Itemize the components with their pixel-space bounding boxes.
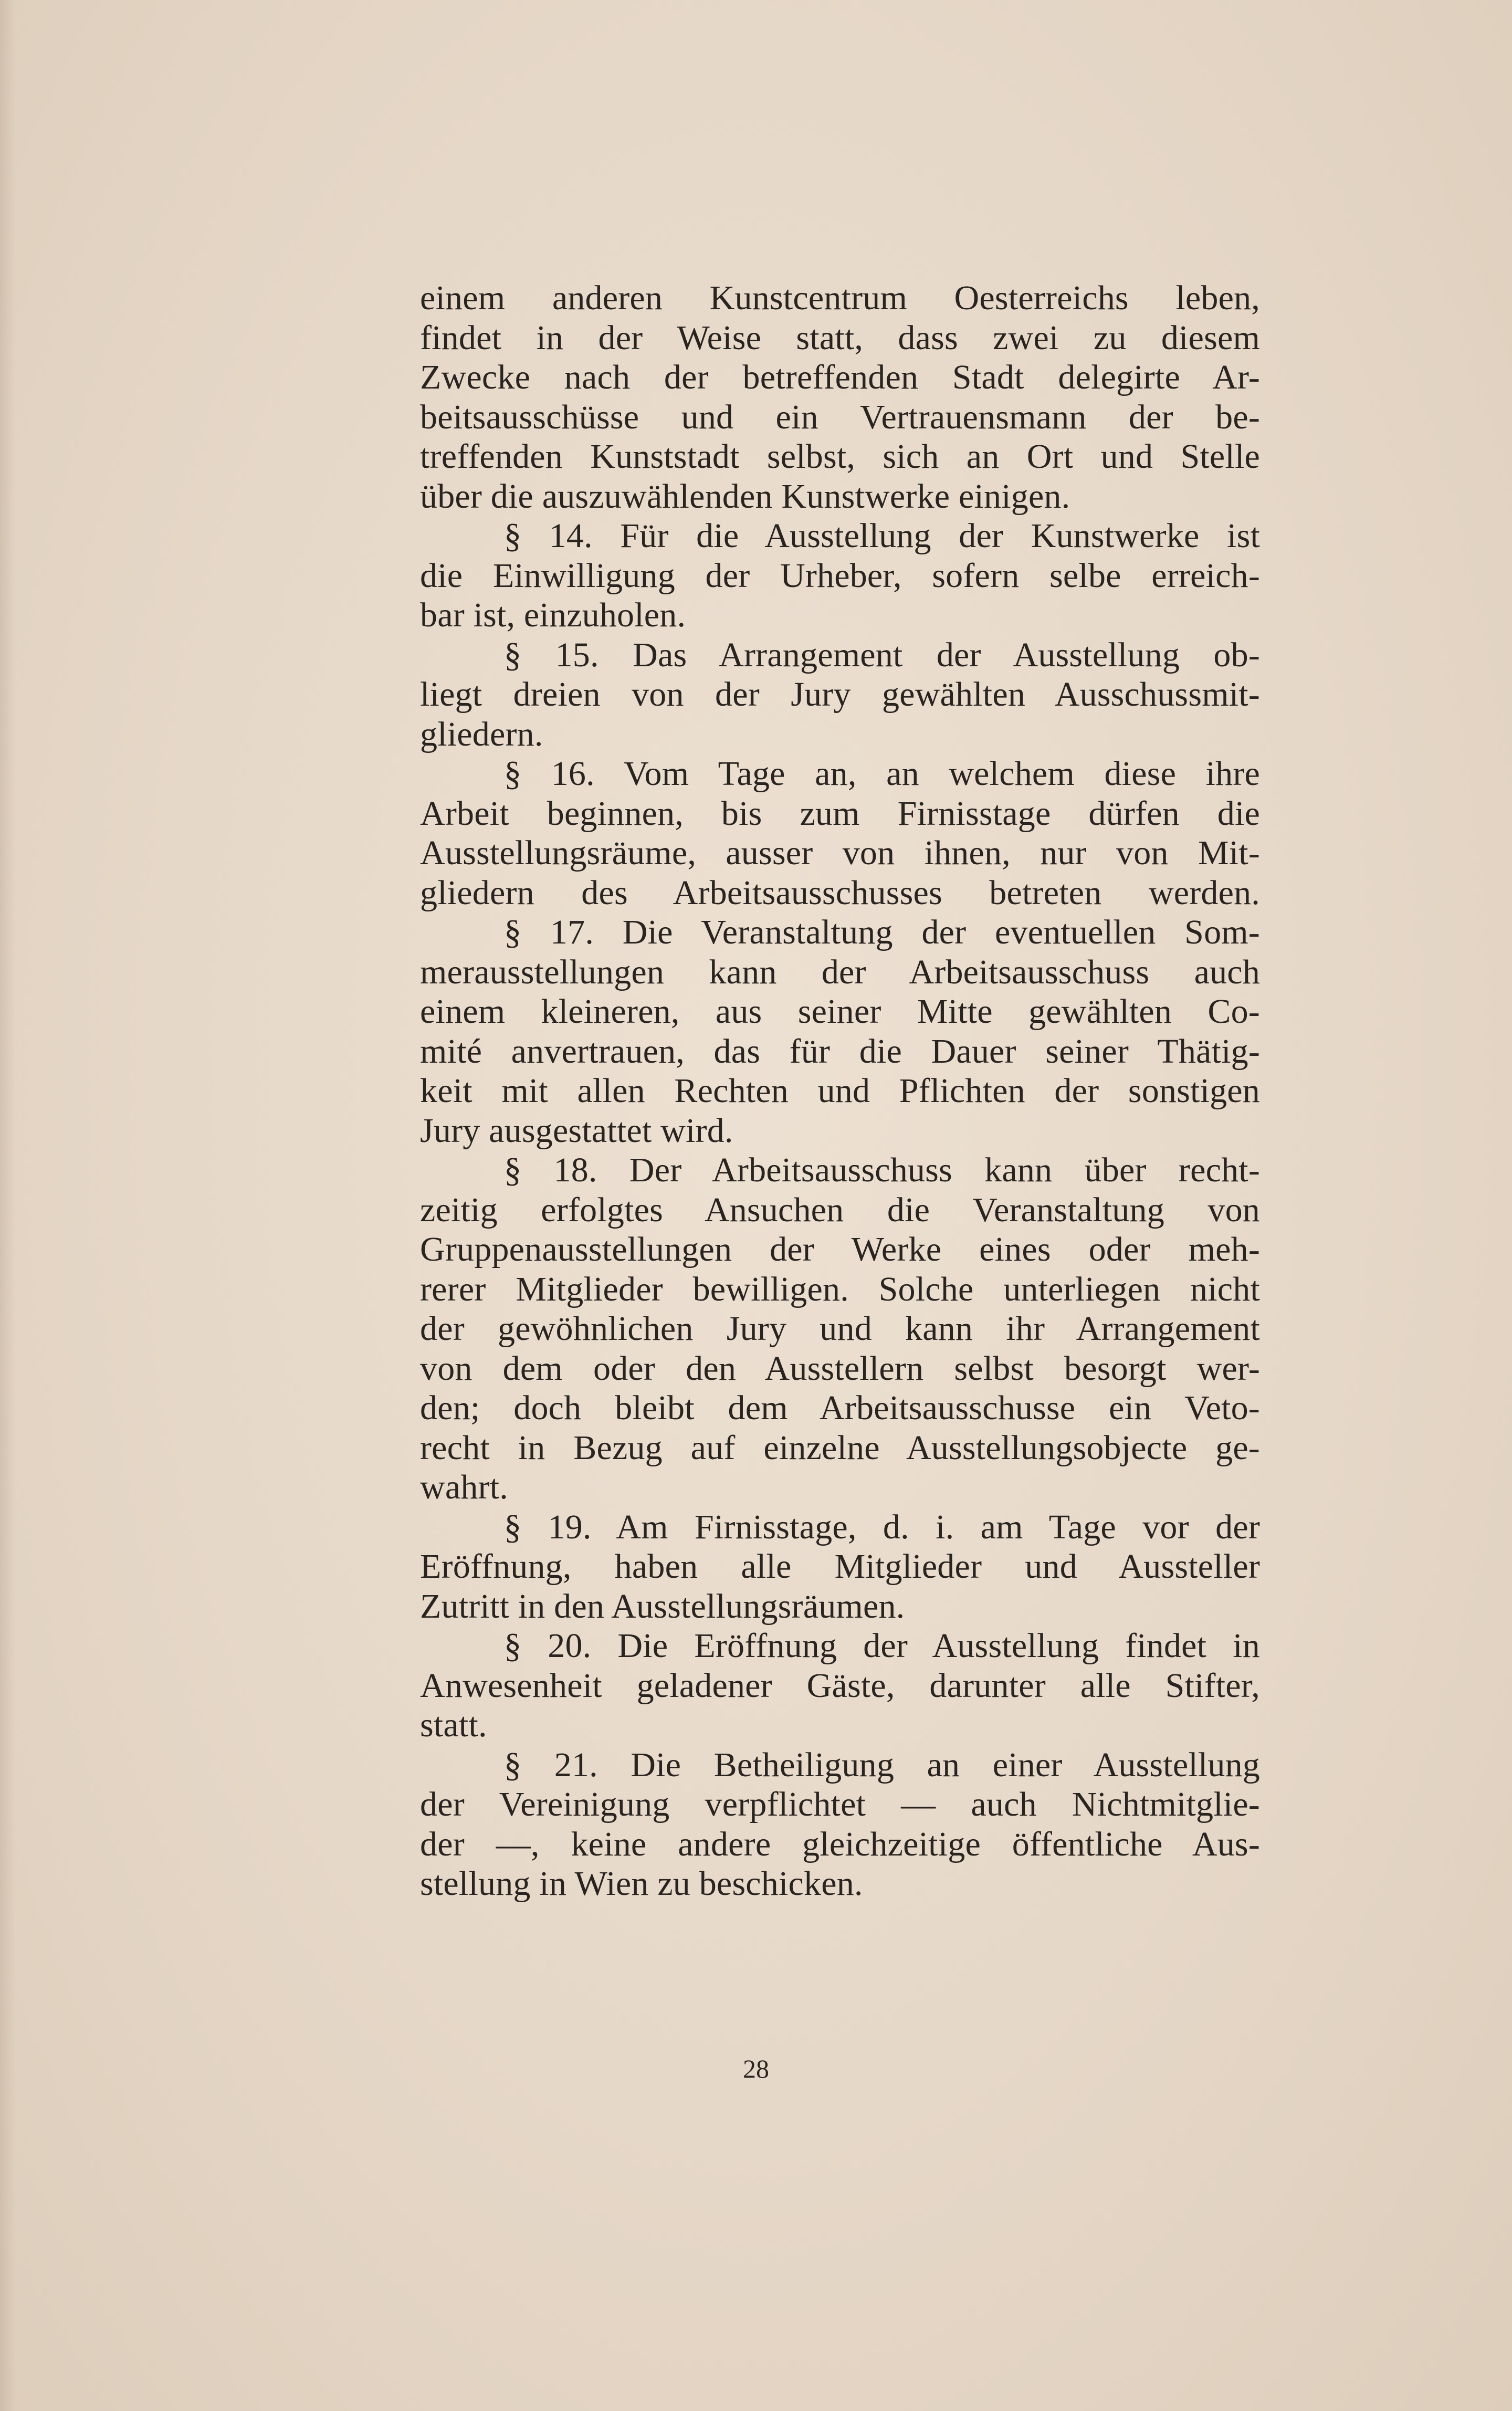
text-line: der gewöhnlichen Jury und kann ihr Arrangement	[420, 1309, 1260, 1348]
text-line: beitsausschüsse und ein Vertrauensmann der be-	[420, 397, 1260, 436]
paragraph-section-18	[420, 1150, 1260, 1507]
text-line: recht in Bezug auf einzelne Ausstellungsobjecte ge-	[420, 1428, 1260, 1467]
paragraph-section-15	[420, 635, 1260, 754]
text-line: die Einwilligung der Urheber, sofern selbe erreich-	[420, 556, 1260, 595]
text-line: § 21. Die Betheiligung an einer Ausstellung	[504, 1745, 1260, 1784]
text-line: Jury ausgestattet wird.	[420, 1111, 733, 1150]
text-line: einem anderen Kunstcentrum Oesterreichs leben,	[420, 279, 1260, 317]
text-line: treffenden Kunststadt selbst, sich an Ort und Stelle	[420, 437, 1260, 476]
text-line: mité anvertrauen, das für die Dauer seiner Thätig-	[420, 1032, 1260, 1071]
text-line: stellung in Wien zu beschicken.	[420, 1864, 863, 1903]
text-line: § 16. Vom Tage an, an welchem diese ihre	[504, 754, 1260, 793]
paragraph-section-14	[420, 516, 1260, 635]
text-line: zeitig erfolgtes Ansuchen die Veranstaltung von	[420, 1190, 1260, 1229]
text-line: von dem oder den Ausstellern selbst besorgt wer-	[420, 1349, 1260, 1388]
text-line: merausstellungen kann der Arbeitsausschuss auch	[420, 952, 1260, 991]
paragraph-section-19	[420, 1507, 1260, 1627]
text-line: rerer Mitglieder bewilligen. Solche unterliegen nicht	[420, 1270, 1260, 1308]
text-line: § 18. Der Arbeitsausschuss kann über recht-	[504, 1151, 1260, 1189]
text-line: Zwecke nach der betreffenden Stadt delegirte Ar-	[420, 358, 1260, 396]
text-line: liegt dreien von der Jury gewählten Ausschussmit-	[420, 675, 1260, 714]
paragraph-continuation	[420, 278, 1260, 516]
text-line: Eröffnung, haben alle Mitglieder und Aussteller	[420, 1547, 1260, 1586]
text-line: keit mit allen Rechten und Pflichten der sonstigen	[420, 1072, 1260, 1110]
text-line: der Vereinigung verpflichtet — auch Nichtmitglie-	[420, 1785, 1260, 1823]
paragraph-section-17	[420, 913, 1260, 1150]
text-line: gliedern.	[420, 715, 543, 753]
text-line: § 19. Am Firnisstage, d. i. am Tage vor der	[504, 1507, 1260, 1546]
text-line: § 20. Die Eröffnung der Ausstellung findet in	[504, 1627, 1260, 1665]
text-line: statt.	[420, 1706, 487, 1744]
paragraph-section-16	[420, 754, 1260, 913]
text-line: gliedern des Arbeitsausschusses betreten werden.	[420, 873, 1260, 912]
text-line: findet in der Weise statt, dass zwei zu diesem	[420, 318, 1260, 357]
paragraph-section-20	[420, 1626, 1260, 1745]
text-line: über die auszuwählenden Kunstwerke einigen.	[420, 477, 1070, 516]
text-line: wahrt.	[420, 1468, 508, 1506]
text-line: einem kleineren, aus seiner Mitte gewählten Co-	[420, 992, 1260, 1031]
text-line: § 17. Die Veranstaltung der eventuellen Som-	[504, 913, 1260, 951]
page-number: 28	[743, 2054, 769, 2083]
text-line: § 15. Das Arrangement der Ausstellung ob-	[504, 635, 1260, 674]
paragraph-section-21	[420, 1745, 1260, 1904]
text-line: § 14. Für die Ausstellung der Kunstwerke ist	[504, 517, 1260, 555]
text-line: Ausstellungsräume, ausser von ihnen, nur von Mit-	[420, 834, 1260, 872]
page-edge-shadow	[0, 0, 16, 2411]
text-line: Zutritt in den Ausstellungsräumen.	[420, 1587, 905, 1626]
text-line: Arbeit beginnen, bis zum Firnisstage dürfen die	[420, 794, 1260, 833]
text-line: bar ist, einzuholen.	[420, 596, 686, 634]
text-line: Anwesenheit geladener Gäste, darunter alle Stifter,	[420, 1666, 1260, 1705]
text-line: Gruppenausstellungen der Werke eines oder meh-	[420, 1230, 1260, 1269]
text-line: der —, keine andere gleichzeitige öffentliche Aus-	[420, 1825, 1260, 1863]
text-line: den; doch bleibt dem Arbeitsausschusse ein Veto-	[420, 1389, 1260, 1427]
body-text	[420, 278, 1260, 1922]
